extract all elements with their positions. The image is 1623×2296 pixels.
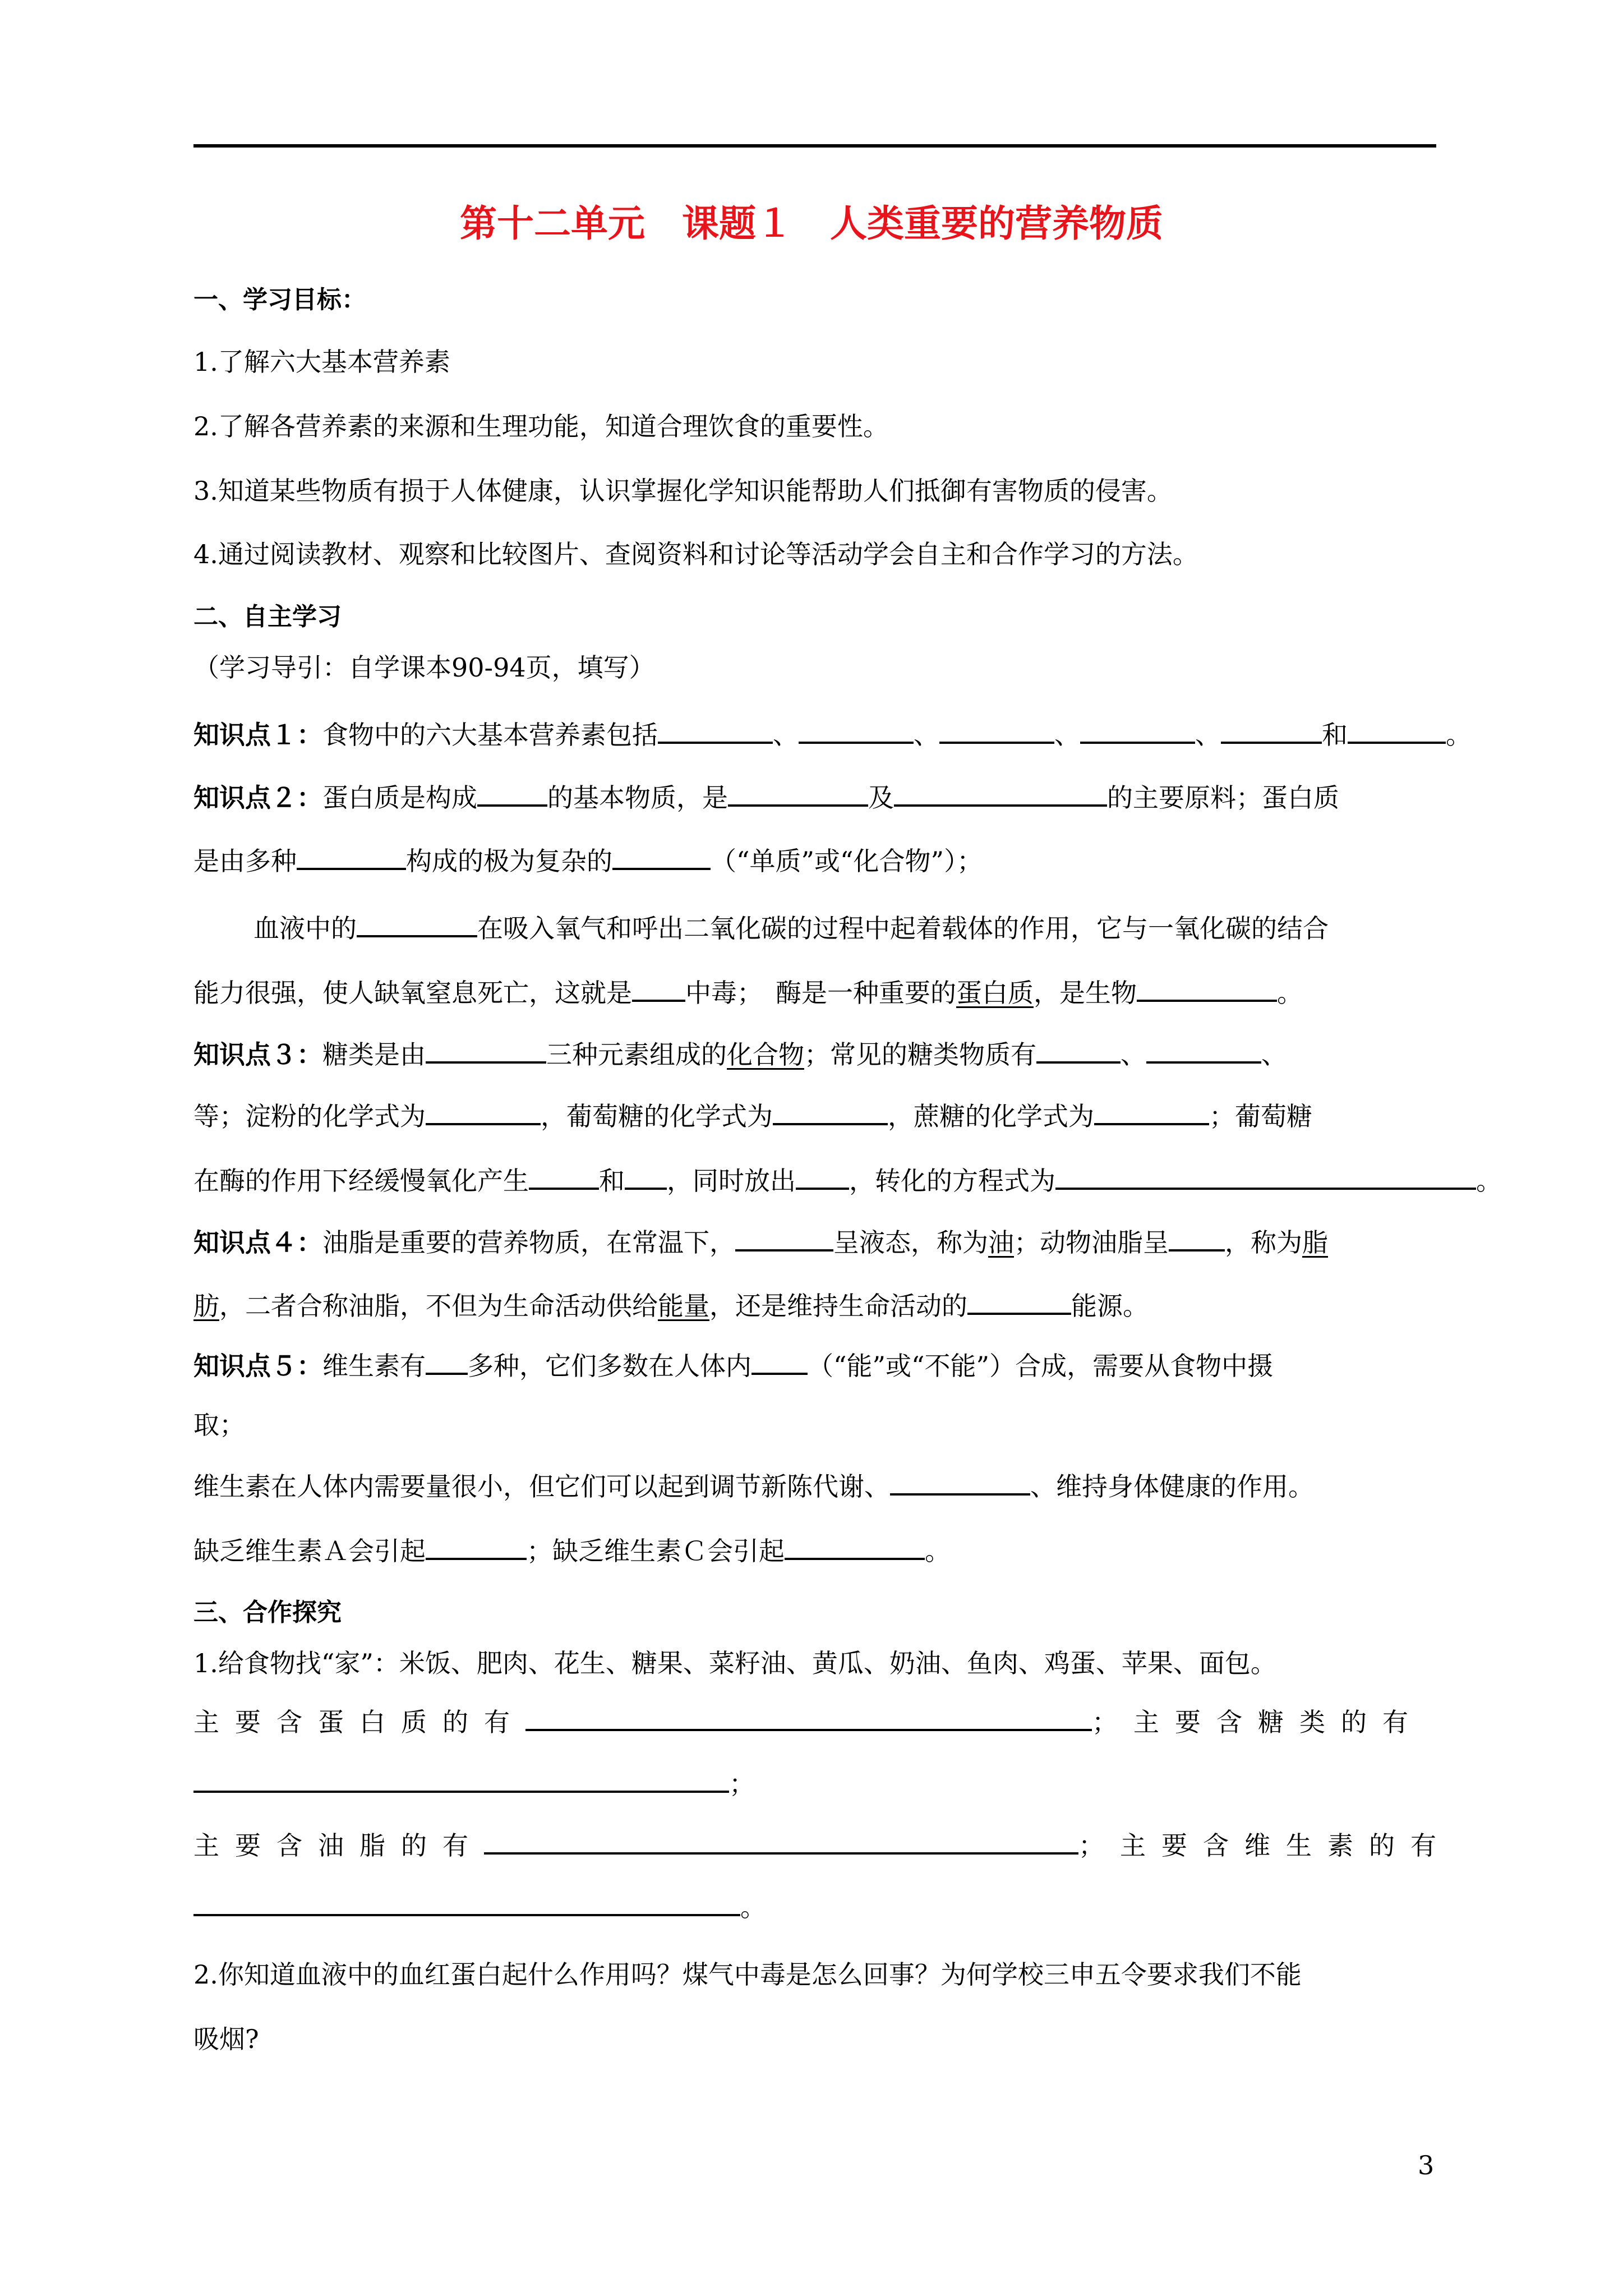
knowledge-point-4: 知识点４：油脂是重要的营养物质，在常温下， 呈液态，称为油；动物油脂呈 ，称为脂	[193, 1226, 1328, 1259]
fill-blank[interactable]	[890, 1470, 1030, 1496]
kp-label: 知识点５：	[193, 1351, 322, 1381]
question-1: 1.给食物找“家”：米饭、肥肉、花生、糖果、菜籽油、黄瓜、奶油、鱼肉、鸡蛋、苹果、面包。	[193, 1648, 1276, 1678]
fill-blank[interactable]	[799, 718, 914, 744]
kp-label: 知识点４：	[193, 1227, 322, 1258]
fill-blank[interactable]	[1137, 976, 1277, 1002]
fill-blank[interactable]	[426, 1349, 468, 1375]
objective-item: 3.知道某些物质有损于人体健康，认识掌握化学知识能帮助人们抵御有害物质的侵害。	[193, 476, 1173, 506]
kp-label: 知识点３：	[193, 1039, 322, 1070]
fill-blank[interactable]	[612, 844, 711, 870]
fill-blank[interactable]	[1348, 718, 1446, 744]
fill-blank[interactable]	[967, 1289, 1071, 1315]
fill-blank[interactable]	[735, 1226, 833, 1251]
objective-item: 1.了解六大基本营养素	[193, 347, 450, 377]
kp-label: 知识点２：	[193, 783, 322, 813]
fill-blank[interactable]	[193, 1890, 740, 1916]
fill-blank[interactable]	[773, 1099, 888, 1125]
knowledge-point-3-formulas: 等；淀粉的化学式为 ，葡萄糖的化学式为 ，蔗糖的化学式为 ；葡萄糖	[193, 1099, 1312, 1133]
study-guide: （学习导引：自学课本90-94页，填写）	[193, 652, 655, 683]
fill-blank[interactable]	[1146, 1038, 1261, 1064]
fill-blank[interactable]	[193, 1767, 729, 1793]
fill-blank[interactable]	[625, 1164, 667, 1190]
fill-blank[interactable]	[728, 781, 868, 807]
knowledge-point-2-enzyme: 能力很强，使人缺氧窒息死亡，这就是 中毒； 酶是一种重要的蛋白质，是生物 。	[193, 976, 1303, 1010]
answer-line-protein: 主要含蛋白质的有 ；主要含糖类的有	[193, 1705, 1424, 1739]
knowledge-point-4-cont: 肪，二者合称油脂，不但为生命活动供给能量，还是维持生命活动的 能源。	[193, 1289, 1149, 1323]
knowledge-point-2: 知识点２：蛋白质是构成 的基本物质，是 及 的主要原料；蛋白质	[193, 781, 1339, 815]
fill-blank[interactable]	[939, 718, 1054, 744]
knowledge-point-5-cont: 取；	[193, 1410, 245, 1440]
knowledge-point-5-function: 维生素在人体内需要量很小，但它们可以起到调节新陈代谢、 、维持身体健康的作用。	[193, 1470, 1314, 1503]
fill-blank[interactable]	[1080, 718, 1195, 744]
question-2: 2.你知道血液中的血红蛋白起什么作用吗？煤气中毒是怎么回事？为何学校三申五令要求我们不能	[193, 1959, 1302, 1990]
knowledge-point-5: 知识点５：维生素有 多种，它们多数在人体内 （“能”或“不能”）合成，需要从食物中摄	[193, 1349, 1273, 1383]
fill-blank[interactable]	[751, 1349, 808, 1375]
fill-blank[interactable]	[1094, 1099, 1209, 1125]
fill-blank[interactable]	[426, 1099, 541, 1125]
objective-item: 4.通过阅读教材、观察和比较图片、查阅资料和讨论等活动学会自主和合作学习的方法。	[193, 539, 1198, 569]
answer-line-vitamin: 。	[193, 1890, 766, 1924]
knowledge-point-3-oxidation: 在酶的作用下经缓慢氧化产生 和 ，同时放出 ，转化的方程式为 。	[193, 1164, 1502, 1198]
knowledge-point-5-deficiency: 缺乏维生素Ａ会引起 ；缺乏维生素Ｃ会引起 。	[193, 1534, 951, 1568]
knowledge-point-2-cont: 是由多种 构成的极为复杂的 （“单质”或“化合物”）；	[193, 844, 983, 878]
fill-blank[interactable]	[529, 1164, 599, 1190]
fill-blank[interactable]	[426, 1534, 527, 1560]
fill-blank[interactable]	[1221, 718, 1322, 744]
answer-line-sugar: ；	[193, 1767, 755, 1801]
kp-label: 知识点１：	[193, 720, 322, 750]
section-heading-cooperative: 三、合作探究	[193, 1598, 342, 1627]
fill-blank[interactable]	[297, 844, 406, 870]
fill-blank[interactable]	[1055, 1164, 1476, 1190]
fill-blank[interactable]	[357, 912, 477, 937]
fill-blank[interactable]	[1169, 1226, 1225, 1251]
knowledge-point-2-hemoglobin: 血液中的 在吸入氧气和呼出二氧化碳的过程中起着载体的作用，它与一氧化碳的结合	[253, 912, 1329, 945]
page-title: 第十二单元 课题１ 人类重要的营养物质	[460, 202, 1163, 245]
fill-blank[interactable]	[658, 718, 773, 744]
section-heading-self-study: 二、自主学习	[193, 602, 342, 631]
fill-blank[interactable]	[525, 1705, 1092, 1731]
question-2-cont: 吸烟?	[193, 2024, 259, 2054]
fill-blank[interactable]	[632, 976, 685, 1002]
fill-blank[interactable]	[477, 781, 547, 807]
fill-blank[interactable]	[484, 1829, 1078, 1855]
answer-line-fat: 主要含油脂的有 ；主要含维生素的有	[193, 1829, 1452, 1862]
fill-blank[interactable]	[796, 1164, 849, 1190]
page-number: 3	[1418, 2150, 1435, 2180]
fill-blank[interactable]	[785, 1534, 925, 1560]
fill-blank[interactable]	[1036, 1038, 1121, 1064]
knowledge-point-1: 知识点１：食物中的六大基本营养素包括 、 、 、 、 和 。	[193, 718, 1472, 752]
objective-item: 2.了解各营养素的来源和生理功能，知道合理饮食的重要性。	[193, 411, 889, 441]
header-rule	[193, 144, 1436, 148]
fill-blank[interactable]	[894, 781, 1107, 807]
section-heading-objectives: 一、学习目标：	[193, 286, 366, 314]
knowledge-point-3: 知识点３：糖类是由 三种元素组成的化合物；常见的糖类物质有 、 、	[193, 1038, 1287, 1071]
fill-blank[interactable]	[426, 1038, 546, 1064]
